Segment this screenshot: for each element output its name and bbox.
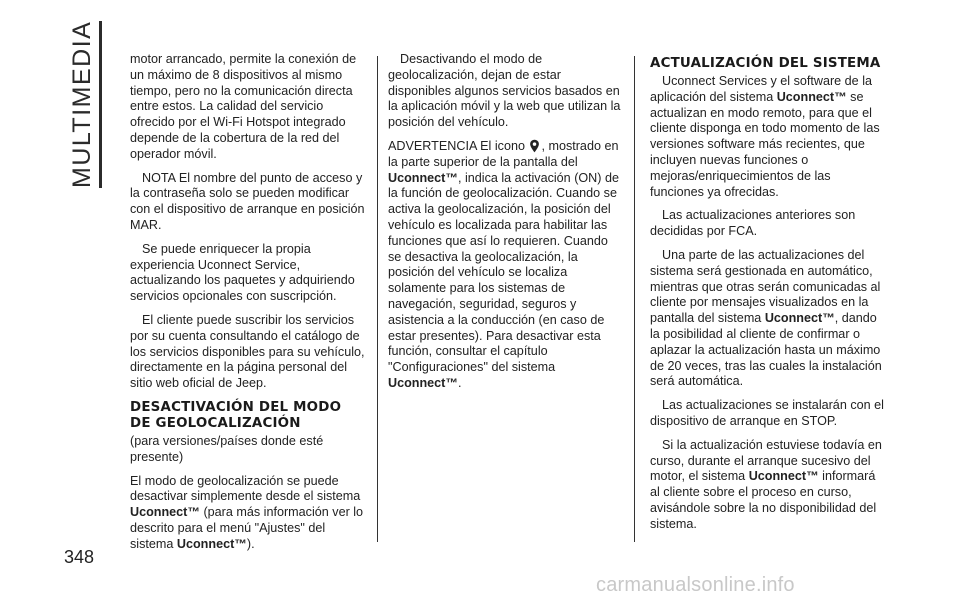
brand-name: Uconnect™ xyxy=(764,311,835,326)
warning-paragraph xyxy=(388,139,624,392)
brand-name: Uconnect™ xyxy=(130,505,200,520)
brand-name: Uconnect™ xyxy=(388,375,458,390)
paragraph xyxy=(650,74,886,200)
column-middle xyxy=(388,52,624,400)
paragraph: motor arrancado, permite la conexión de un máximo de 8 dispositivos al mismo tiempo, pero no la comunicación directa entre estos. La calidad del servicio ofrecido por el Wi-Fi Hotspot integrado depende de la cobertura de la red del operador móvil. xyxy=(130,52,357,161)
text-run: informará al cliente sobre el proceso en curso, avisándole sobre la no disponibilidad del sistema. xyxy=(650,469,877,531)
text-run: , indica la activación (ON) de la función de geolocalización. Cuando se activa la geolocalización, la posición del vehículo es localizada para habilitar las funciones que así lo requieren. Cuando se desactiva la geolocalización, la posición del vehículo se localiza solamente para los sistemas de navegación, seguridad, seguros y asistencia a la conducción (en caso de estar presentes). Para desactivar esta función, consultar el capítulo "Configuraciones" del sistema xyxy=(388,170,619,375)
brand-name: Uconnect™ xyxy=(176,536,247,551)
paragraph: El cliente puede suscribir los servicios por su cuenta consultando el catálogo de los servicios disponibles para su vehículo, directamente en la página personal del sitio web oficial de Jeep. xyxy=(130,312,365,391)
paragraph: (para versiones/países donde esté presente) xyxy=(130,433,324,464)
text-run: Una parte de las actualizaciones del sistema será gestionada en automático, mientras que otras serán comunicadas al cliente por mensajes visualizados en la pantalla del sistema xyxy=(650,247,881,326)
text-run: Uconnect Services y el software de la aplicación del sistema xyxy=(650,74,872,104)
paragraph: Las actualizaciones anteriores son decididas por FCA. xyxy=(650,208,856,239)
paragraph xyxy=(650,438,886,533)
location-pin-icon xyxy=(529,139,540,153)
page-number: 348 xyxy=(64,547,95,567)
text-run: , mostrado en la parte superior de la pantalla del xyxy=(388,138,619,169)
paragraph xyxy=(130,474,366,553)
text-run: , dando la posibilidad al cliente de confirmar o aplazar la actualización hasta un máximo de 20 veces, tras las cuales la instalación será automática. xyxy=(650,311,882,389)
paragraph: Las actualizaciones se instalarán con el dispositivo de arranque en STOP. xyxy=(650,398,884,428)
column-divider xyxy=(377,56,378,542)
paragraph: Desactivando el modo de geolocalización, dejan de estar disponibles algunos servicios basados en la aplicación móvil y la web que utilizan la posición del vehículo. xyxy=(388,52,621,130)
text-run: . xyxy=(457,375,462,390)
note-paragraph: NOTA El nombre del punto de acceso y la contraseña solo se pueden modificar con el dispositivo de arranque en posición MAR. xyxy=(130,170,365,232)
text-run: Si la actualización estuviese todavía en curso, durante el arranque sucesivo del motor, el sistema xyxy=(650,437,882,484)
section-heading-system-update: ACTUALIZACIÓN DEL SISTEMA xyxy=(650,56,881,71)
text-run: (para más información ver lo descrito para el menú "Ajustes" del sistema xyxy=(130,505,364,551)
text-run: El modo de geolocalización se puede desactivar simplemente desde el sistema xyxy=(130,473,361,504)
brand-name: Uconnect™ xyxy=(388,170,458,185)
text-run: ADVERTENCIA El icono xyxy=(388,138,529,153)
section-side-title: MULTIMEDIA xyxy=(68,21,102,188)
text-run: se actualizan en modo remoto, para que el cliente disponga en todo momento de las versiones software más recientes, que incluyen nuevas funciones o mejoras/enriquecimientos de las funciones ya ofrecidas. xyxy=(650,89,880,199)
column-left xyxy=(130,52,366,561)
column-divider xyxy=(634,56,635,542)
paragraph: Se puede enriquecer la propia experiencia Uconnect Service, actualizando los paquetes y adquiriendo servicios opcionales con suscripción. xyxy=(130,241,355,304)
brand-name: Uconnect™ xyxy=(776,89,847,104)
watermark: carmanualsonline.info xyxy=(596,574,795,596)
paragraph xyxy=(650,248,886,390)
brand-name: Uconnect™ xyxy=(748,469,819,484)
text-run: ). xyxy=(246,536,255,551)
section-heading-geolocation: DESACTIVACIÓN DEL MODO DE GEOLOCALIZACIÓN xyxy=(130,399,342,431)
column-right xyxy=(650,52,886,541)
